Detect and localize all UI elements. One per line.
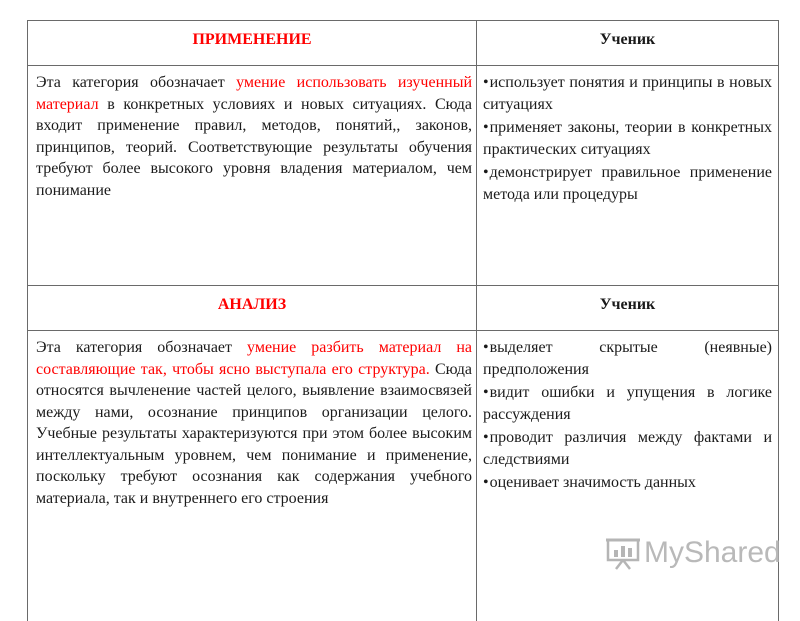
list-item: • демонстрирует правильное применение метода или процедуры [483,162,772,205]
application-body-row [28,66,778,286]
watermark-logo [606,534,781,572]
application-desc-post: в конкретных условиях и новых ситуациях. Сюда входит применение правил, методов, понятий,, законов, принципов, теорий. Соответствующие результаты обучения требуют более высокого уровня владения материалом, чем понимание [36,95,472,199]
application-header-row [28,21,778,66]
analysis-student-list [477,331,778,621]
analysis-student-header: Ученик [599,296,656,313]
list-item: • оценивает значимость данных [483,472,772,494]
list-item: • применяет законы, теории в конкретных практических ситуациях [483,117,772,160]
application-title: ПРИМЕНЕНИЕ [28,21,477,65]
analysis-body-row [28,331,778,621]
list-item: • видит ошибки и упущения в логике рассуждения [483,382,772,425]
analysis-desc-highlight: умение разбить материал на составляющие так, чтобы ясно выступала его структура. [36,339,472,378]
analysis-title: АНАЛИЗ [28,286,477,330]
application-description [28,66,477,285]
analysis-desc-post: Сюда относятся вычленение частей целого, выявление взаимосвязей между нами, осознание принципов организации целого. Учебные результаты характеризуются при этом более высоким интеллектуальным уровнем, чем понимание и применение, поскольку требуют осознания как содержания учебного материала, так и внутреннего его строения [36,360,472,507]
application-student-list [477,66,778,285]
application-desc-pre: Эта категория обозначает [36,74,237,91]
analysis-desc-pre: Эта категория обозначает [36,339,248,356]
analysis-header-row [28,286,778,331]
criteria-table [27,20,779,621]
application-student-header: Ученик [599,31,656,48]
list-item: • использует понятия и принципы в новых ситуациях [483,72,772,115]
presentation-icon [606,536,640,570]
list-item: • выделяет скрытые (неявные) предположения [483,337,772,380]
list-item: • проводит различия между фактами и следствиями [483,427,772,470]
watermark-text: MyShared [644,536,781,569]
analysis-description [28,331,477,621]
application-desc-highlight: умение использовать изученный материал [36,74,472,113]
